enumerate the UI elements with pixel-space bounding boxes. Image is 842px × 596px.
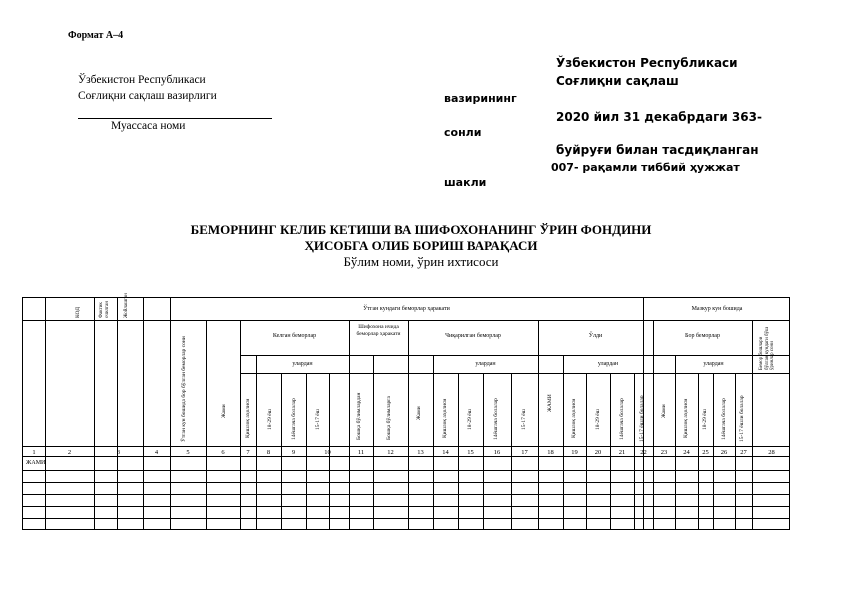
col-line — [117, 298, 118, 529]
row-line — [23, 320, 789, 321]
col-line — [256, 355, 257, 529]
col-num: 13 — [417, 449, 424, 456]
group-start-day: Ўтган кун бошида бор бўлган беморлар сони — [181, 336, 187, 442]
group-arrived: Келган беморлар — [272, 333, 317, 339]
right-header-line5: сонли — [444, 126, 482, 139]
col-num: 2 — [67, 449, 72, 456]
sub-18-29-arrived: 18-29 ёш — [267, 409, 273, 430]
col-line — [675, 355, 676, 529]
sub-14-present: 14ёшгача болалар — [721, 398, 727, 440]
subtitle: Бўлим номи, ўрин ихтисоси — [343, 254, 499, 269]
title-line2: ҲИСОБГА ОЛИБ БОРИШ ВАРАҚАСИ — [304, 238, 538, 253]
of-them-discharged: улардан — [475, 361, 496, 367]
col-line — [538, 320, 539, 529]
right-header-line2: Соғлиқни сақлаш — [556, 74, 679, 88]
col-line — [433, 355, 434, 529]
right-header-line4: 2020 йил 31 декабрдаги 363- — [556, 110, 762, 124]
col-line — [45, 298, 46, 529]
sub-villagers-arrived: Қишлоқ аҳолиси — [245, 398, 251, 438]
col-num: 11 — [357, 449, 365, 456]
col-num: 28 — [768, 449, 775, 456]
sub-villagers-died: Қишлоқ аҳолиси — [571, 398, 577, 438]
sub-18-29-died: 18-29 ёш — [595, 409, 601, 430]
col-num: 6 — [221, 449, 225, 456]
group-transferred: Шифохона ичида беморлар ҳаракати — [356, 324, 401, 337]
col-num: 17 — [521, 449, 528, 456]
sub-15-17-teen-died: 15-17 ёшли болалар — [639, 395, 645, 442]
col-num: 22 — [640, 449, 647, 456]
col-num: 9 — [291, 449, 296, 456]
sub-15-17-discharged: 15-17 ёш — [521, 409, 527, 430]
header-fakt: Фактик очилган — [99, 300, 110, 318]
col-num: 4 — [154, 449, 159, 456]
right-header-line7: 007- рақамли тиббий ҳужжат — [551, 161, 740, 174]
sub-14-discharged: 14ёшгача болалар — [493, 398, 499, 440]
sub-total-present: Жами — [661, 404, 667, 418]
col-line — [653, 320, 654, 529]
header-movement: Ўтган кундаги беморлар ҳаракати — [363, 306, 450, 312]
col-num: 20 — [594, 449, 602, 456]
sub-14-died: 14ёшгача болалар — [619, 398, 625, 440]
sub-villagers-discharged: Қишлоқ аҳолиси — [442, 398, 448, 438]
right-header-line3: вазирининг — [444, 92, 517, 105]
col-num: 1 — [32, 449, 36, 456]
col-line — [240, 320, 241, 529]
col-num: 7 — [246, 449, 250, 456]
col-line — [170, 298, 171, 529]
header-joylashgan: Жойлашган — [124, 293, 129, 318]
col-num: 15 — [467, 449, 474, 456]
left-header-line2: Соғлиқни сақлаш вазирлиги — [78, 90, 217, 102]
sub-14-arrived: 14ёшгача болалар — [291, 398, 297, 440]
sub-to-other: Бошқа бўлимларга — [386, 396, 392, 440]
col-line — [373, 355, 374, 529]
col-line — [94, 298, 95, 529]
of-them-present: улардан — [703, 361, 724, 367]
row-line — [240, 355, 789, 356]
col-num: 21 — [618, 449, 626, 456]
col-num: 23 — [660, 449, 668, 456]
col-line — [143, 298, 144, 529]
col-num: 12 — [387, 449, 394, 456]
of-them-arrived: улардан — [292, 361, 313, 367]
institution-underline — [78, 118, 272, 119]
col-num: 3 — [116, 449, 121, 456]
header-kod: КОД — [75, 307, 81, 318]
format-label: Формат А–4 — [68, 30, 124, 41]
col-num: 26 — [720, 449, 728, 456]
right-header-line6: буйруғи билан тасдиқланган — [556, 143, 759, 157]
col-num: 24 — [683, 449, 690, 456]
col-num: 14 — [442, 449, 449, 456]
col-num: 16 — [493, 449, 501, 456]
sub-18-29-present: 18-29 ёш — [702, 409, 708, 430]
header-start-of-day: Мазкур кун бошида — [691, 306, 743, 312]
col-num: 25 — [702, 449, 709, 456]
col-line — [752, 320, 753, 529]
row-line — [240, 373, 789, 374]
of-them-died: улардан — [597, 361, 619, 367]
right-header-line8: шакли — [444, 176, 487, 189]
col-num: 5 — [186, 449, 190, 456]
left-header-line1: Ўзбекистон Республикаси — [78, 74, 206, 86]
sub-total-arrived: Жами — [221, 404, 227, 418]
group-died: Ўлди — [588, 333, 603, 339]
sub-total-died: ЖАМИ — [547, 394, 553, 412]
group-discharged: Чиқарилган беморлар — [445, 333, 501, 339]
group-present: Бор беморлар — [685, 333, 720, 339]
total-row-label: ЖАМИ — [26, 460, 46, 466]
sub-from-other: Бошқа бўлимлардан — [356, 392, 362, 440]
patient-movement-table — [22, 293, 790, 530]
col-line — [206, 320, 207, 529]
col-num: 27 — [740, 449, 747, 456]
sub-15-17-arrived: 15-17 ёш — [315, 409, 321, 430]
col-num: 8 — [266, 449, 271, 456]
sub-15-17-teen-present: 15-17 ёшли болалар — [739, 395, 745, 442]
group-free-beds: Бемор бошлари бўлган кундаги бўш ўринлар сони — [759, 327, 775, 370]
sub-villagers-present: Қишлоқ аҳолиси — [683, 398, 689, 438]
title-line1: БЕМОРНИНГ КЕЛИБ КЕТИШИ ВА ШИФОХОНАНИНГ ЎРИН ФОНДИНИ — [190, 222, 652, 237]
col-line — [563, 355, 564, 529]
sub-18-29-discharged: 18-29 ёш — [467, 409, 473, 430]
col-num: 19 — [571, 449, 578, 456]
right-header-line1: Ўзбекистон Республикаси — [556, 56, 738, 70]
col-line — [349, 320, 350, 529]
col-num: 18 — [547, 449, 554, 456]
col-line — [408, 320, 409, 529]
institution-label: Муассаса номи — [111, 120, 186, 132]
col-num: 10 — [324, 449, 331, 456]
sub-total-discharged: Жами — [416, 406, 422, 420]
